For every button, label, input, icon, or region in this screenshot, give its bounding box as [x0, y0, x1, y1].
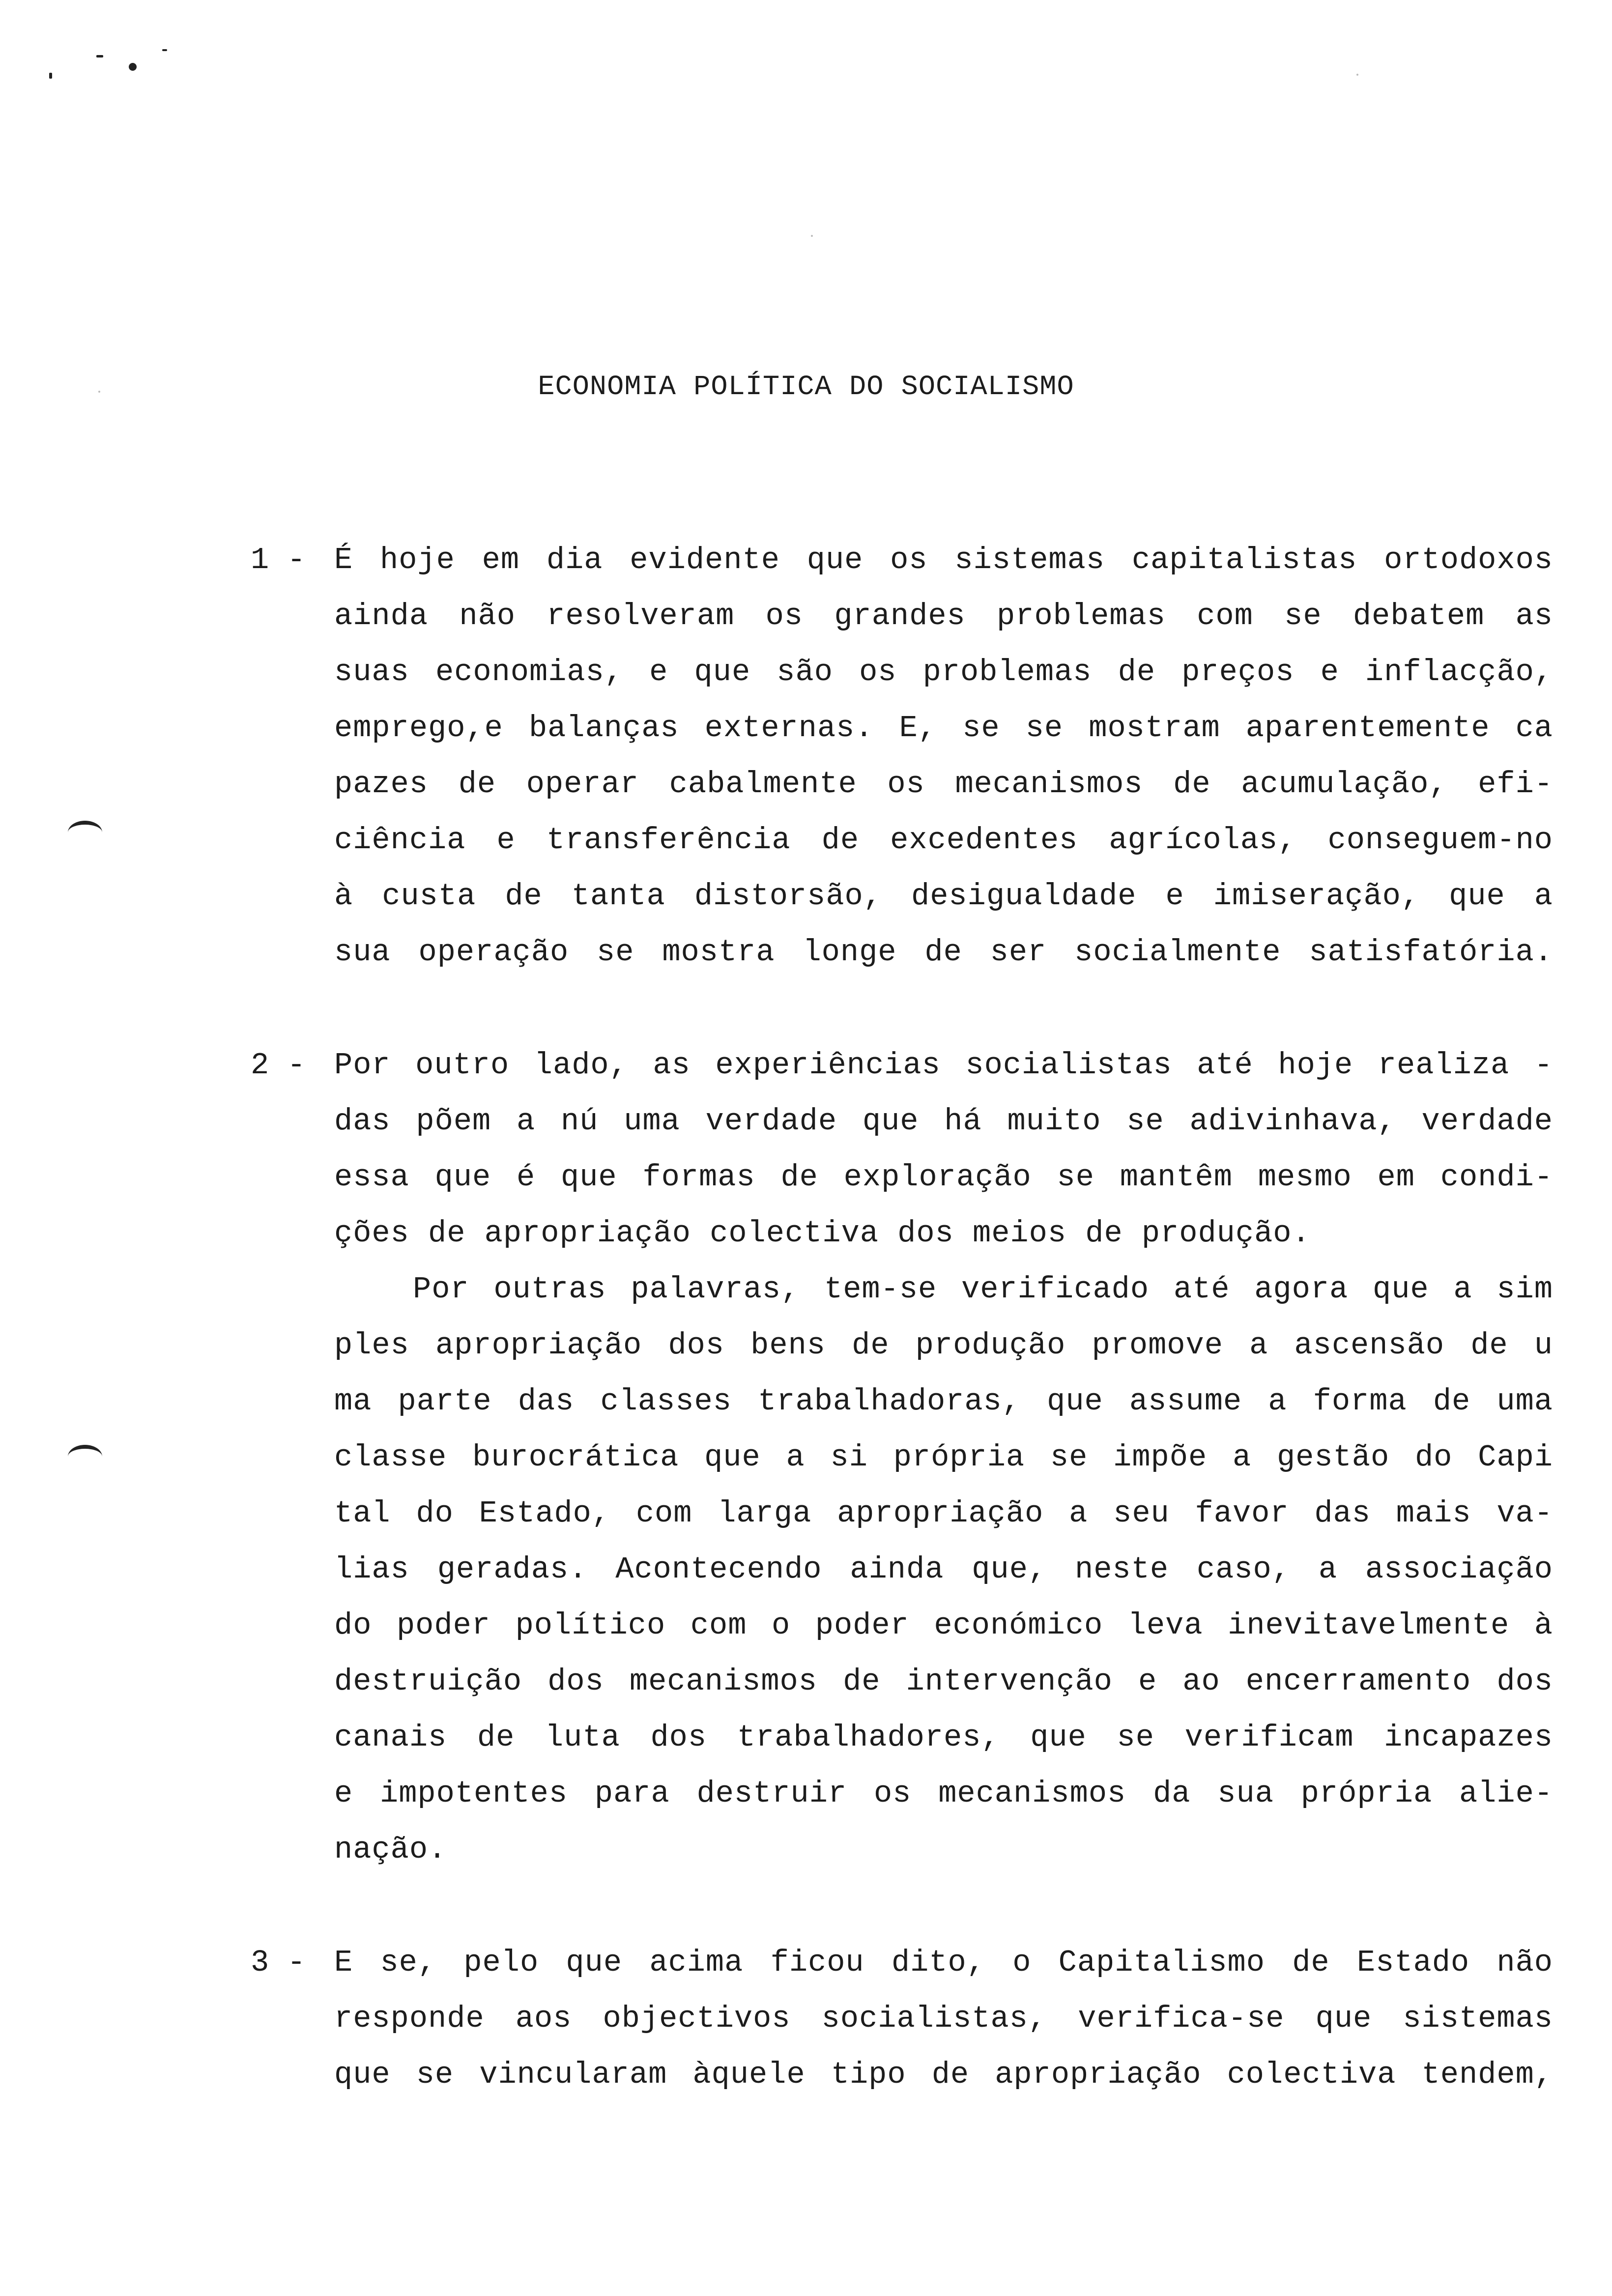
scan-speck	[1356, 74, 1358, 76]
text-line: É hoje em dia evidente que os sistemas capitalistas ortodoxos	[334, 543, 1553, 577]
punch-hole-mark	[68, 821, 102, 844]
text-line: ções de apropriação colectiva dos meios de produção.	[334, 1216, 1311, 1251]
punch-hole-mark	[68, 1445, 102, 1468]
text-line: canais de luta dos trabalhadores, que se verificam incapazes	[334, 1720, 1553, 1755]
scan-speck	[162, 49, 167, 51]
text-line: nação.	[334, 1832, 447, 1867]
text-line: pazes de operar cabalmente os mecanismos de acumulação, efi-	[334, 767, 1553, 802]
document-title: ECONOMIA POLÍTICA DO SOCIALISMO	[538, 372, 1074, 403]
text-line: ainda não resolveram os grandes problemas com se debatem as	[334, 599, 1553, 633]
text-line: Por outro lado, as experiências socialistas até hoje realiza -	[334, 1048, 1553, 1083]
paragraph-number: 1 -	[251, 543, 306, 577]
text-line: classe burocrática que a si própria se impõe a gestão do Capi	[334, 1440, 1553, 1475]
text-line: que se vincularam àquele tipo de apropriação colectiva tendem,	[334, 2057, 1553, 2092]
paragraph-number: 3 -	[251, 1945, 306, 1980]
text-line: emprego,e balanças externas. E, se se mostram aparentemente ca	[334, 711, 1553, 746]
text-line: Por outras palavras, tem-se verificado até agora que a sim	[413, 1272, 1553, 1307]
text-line: ciência e transferência de excedentes agrícolas, conseguem-no	[334, 823, 1553, 858]
text-line: E se, pelo que acima ficou dito, o Capitalismo de Estado não	[334, 1945, 1553, 1980]
text-line: destruição dos mecanismos de intervenção e ao encerramento dos	[334, 1664, 1553, 1699]
text-line: suas economias, e que são os problemas de preços e inflacção,	[334, 655, 1553, 689]
scan-speck	[96, 55, 103, 57]
text-line: do poder político com o poder económico leva inevitavelmente à	[334, 1608, 1553, 1643]
text-line: ples apropriação dos bens de produção promove a ascensão de u	[334, 1328, 1553, 1363]
text-line: essa que é que formas de exploração se mantêm mesmo em condi-	[334, 1160, 1553, 1195]
text-line: das põem a nú uma verdade que há muito se adivinhava, verdade	[334, 1104, 1553, 1139]
scan-speck	[129, 63, 137, 71]
paragraph-number: 2 -	[251, 1048, 306, 1083]
text-line: lias geradas. Acontecendo ainda que, neste caso, a associação	[334, 1552, 1553, 1587]
scan-speck	[811, 235, 813, 237]
text-line: ma parte das classes trabalhadoras, que assume a forma de uma	[334, 1384, 1553, 1419]
scan-speck	[49, 73, 52, 79]
text-line: responde aos objectivos socialistas, verifica-se que sistemas	[334, 2001, 1553, 2036]
text-line: sua operação se mostra longe de ser socialmente satisfatória.	[334, 935, 1553, 970]
text-line: e impotentes para destruir os mecanismos da sua própria alie-	[334, 1776, 1553, 1811]
text-line: tal do Estado, com larga apropriação a seu favor das mais va-	[334, 1496, 1553, 1531]
text-line: à custa de tanta distorsão, desigualdade e imiseração, que a	[334, 879, 1553, 914]
